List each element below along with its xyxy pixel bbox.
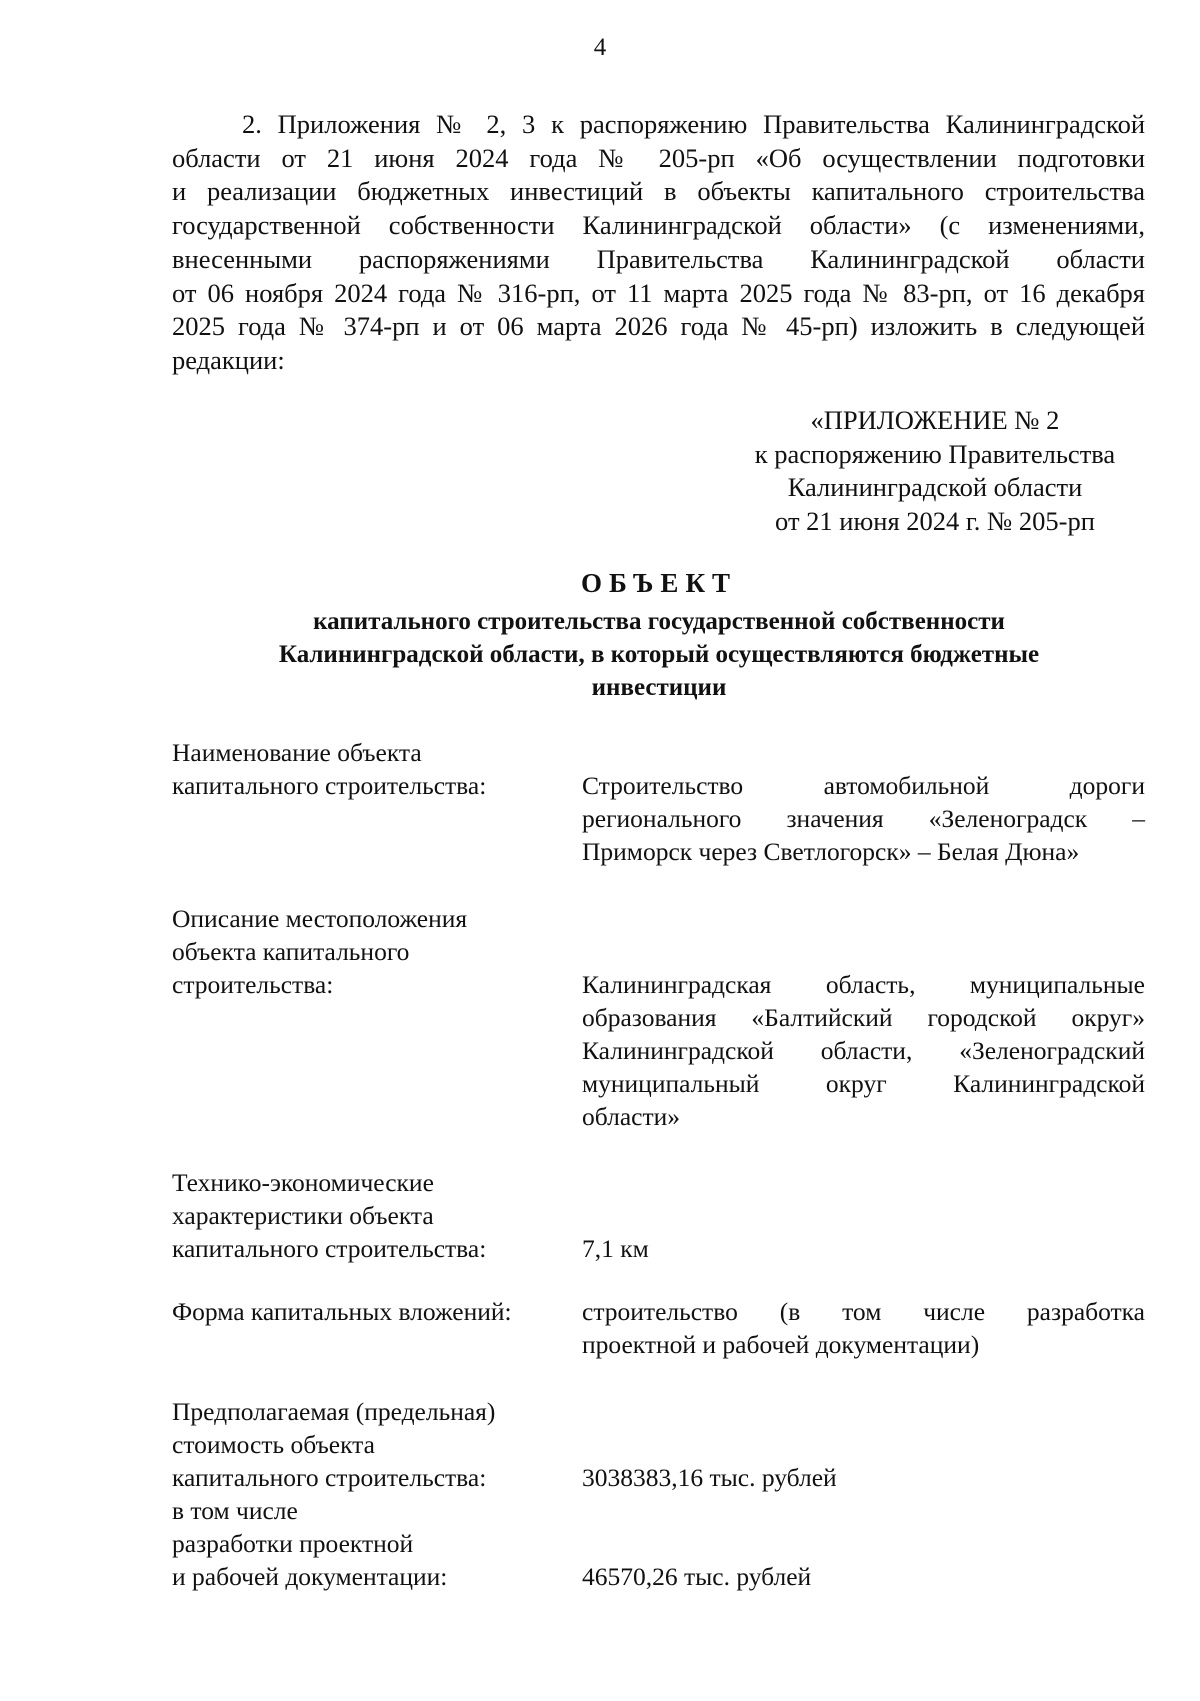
- field-label-location: [172, 902, 467, 1001]
- label-line: капитального строительства:: [172, 771, 487, 800]
- field-value-cost-design: [582, 1560, 1145, 1593]
- value-line: Приморск через Светлогорск» – Белая Дюна»: [582, 837, 1080, 866]
- field-value-cost: [582, 1461, 1145, 1494]
- label-line: объекта капитального: [172, 937, 410, 966]
- field-value-location: [582, 968, 1145, 1133]
- appendix-ref-line: «ПРИЛОЖЕНИЕ № 2: [810, 405, 1060, 435]
- value-line: Строительство автомобильной дороги: [582, 771, 1145, 800]
- label-line: и рабочей документации:: [172, 1562, 448, 1591]
- subtitle-line: капитального строительства государственной собственности: [313, 608, 1005, 635]
- field-label-cost: [172, 1395, 495, 1494]
- document-title: ОБЪЕКТ: [580, 568, 738, 598]
- label-line: Технико-экономические: [172, 1168, 434, 1197]
- intro-paragraph: [172, 108, 1145, 378]
- intro-line: 2. Приложения № 2, 3 к распоряжению Правительства Калининградской: [242, 109, 1145, 139]
- value-line: 46570,26 тыс. рублей: [582, 1562, 812, 1591]
- document-subtitle: [0, 605, 1200, 704]
- intro-line: и реализации бюджетных инвестиций в объекты капитального строительства: [172, 176, 1145, 207]
- field-value-characteristics: [582, 1232, 1145, 1265]
- label-line: Предполагаемая (предельная): [172, 1397, 496, 1426]
- appendix-ref-line: Калининградской области: [787, 472, 1083, 503]
- value-line: регионального значения «Зеленоградск –: [582, 804, 1145, 833]
- field-label-characteristics: [172, 1166, 486, 1265]
- value-line: области»: [582, 1102, 680, 1131]
- intro-line: внесенными распоряжениями Правительства Калининградской области: [172, 243, 1145, 274]
- value-line: Калининградской области, «Зеленоградский: [582, 1036, 1145, 1065]
- label-line: капитального строительства:: [172, 1463, 487, 1492]
- value-line: 3038383,16 тыс. рублей: [582, 1463, 837, 1492]
- value-line: образования «Балтийский городской округ»: [582, 1003, 1145, 1032]
- field-label-investment-form: [172, 1295, 512, 1328]
- label-line: разработки проектной: [172, 1529, 414, 1558]
- subtitle-line: инвестиции: [591, 674, 727, 701]
- label-line: Описание местоположения: [172, 904, 468, 933]
- field-label-cost-design: [172, 1494, 447, 1593]
- label-line: в том числе: [172, 1496, 298, 1525]
- label-line: стоимость объекта: [172, 1430, 375, 1459]
- field-value-name: [582, 769, 1145, 868]
- label-line: строительства:: [172, 970, 334, 999]
- intro-line: 2025 года № 374-рп и от 06 марта 2026 года № 45-рп) изложить в следующей: [172, 311, 1145, 342]
- intro-line: от 06 ноября 2024 года № 316-рп, от 11 марта 2025 года № 83-рп, от 16 декабря: [172, 277, 1145, 308]
- page-number: 4: [593, 34, 607, 61]
- intro-line: государственной собственности Калининградской области» (с изменениями,: [172, 210, 1145, 241]
- intro-line: области от 21 июня 2024 года № 205-рп «Об осуществлении подготовки: [172, 142, 1145, 173]
- value-line: строительство (в том числе разработка: [582, 1297, 1145, 1326]
- field-label-name: [172, 736, 486, 802]
- value-line: проектной и рабочей документации): [582, 1330, 980, 1359]
- value-line: 7,1 км: [582, 1234, 649, 1263]
- appendix-ref-line: к распоряжению Правительства: [754, 438, 1116, 469]
- field-value-investment-form: [582, 1295, 1145, 1361]
- label-line: Наименование объекта: [172, 738, 422, 767]
- appendix-reference: [735, 404, 1135, 539]
- intro-line: редакции:: [172, 344, 285, 375]
- label-line: Форма капитальных вложений:: [172, 1297, 512, 1326]
- subtitle-line: Калининградской области, в который осуществляются бюджетные: [278, 641, 1040, 668]
- appendix-ref-line: от 21 июня 2024 г. № 205-рп: [775, 506, 1095, 537]
- label-line: характеристики объекта: [172, 1201, 434, 1230]
- value-line: Калининградская область, муниципальные: [582, 970, 1145, 999]
- label-line: капитального строительства:: [172, 1234, 487, 1263]
- value-line: муниципальный округ Калининградской: [582, 1069, 1145, 1098]
